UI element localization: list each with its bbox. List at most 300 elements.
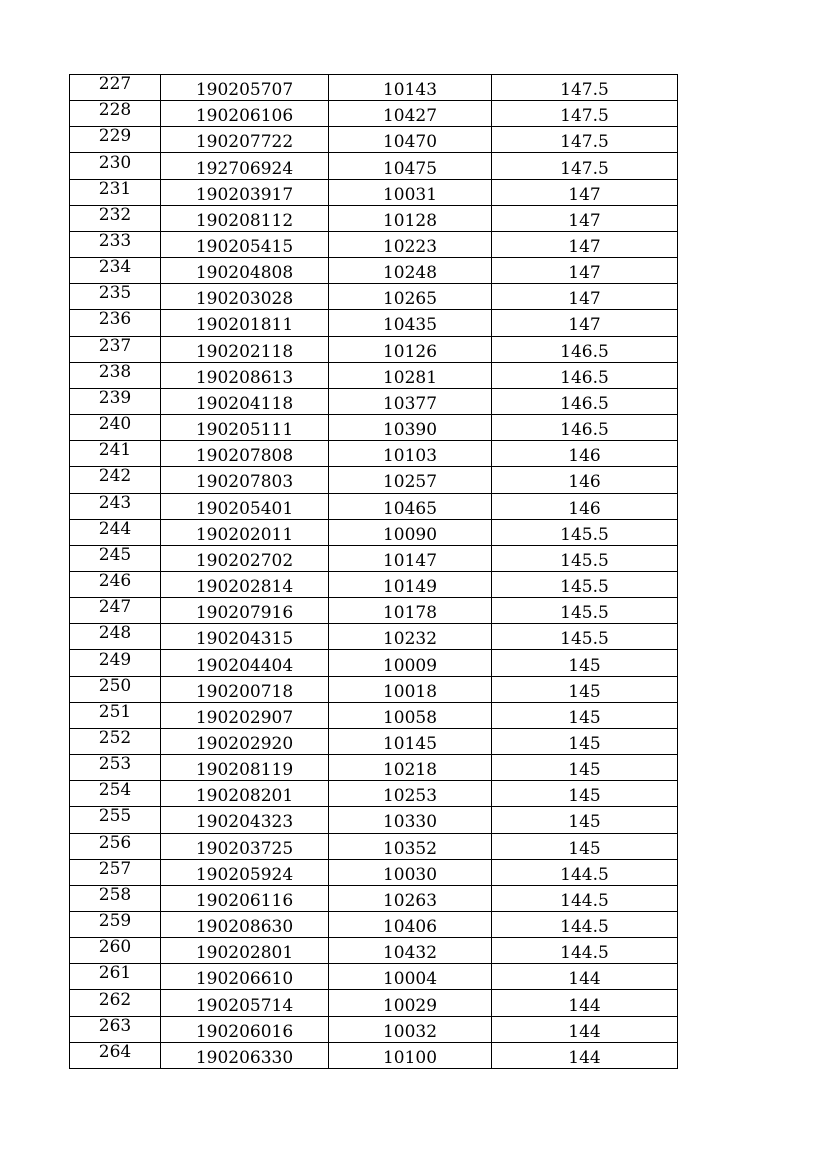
candidate-id-cell-text: 190208613: [195, 367, 294, 388]
rank-cell-text: 260: [98, 937, 132, 958]
candidate-id-cell-text: 190206116: [195, 890, 294, 911]
candidate-id-cell-text: 190207803: [195, 472, 294, 493]
candidate-id-cell: [161, 781, 329, 807]
score-cell-text: 147: [568, 263, 601, 284]
exam-number-cell: [329, 545, 492, 571]
rank-cell: [70, 441, 161, 467]
score-cell-text: 144.5: [560, 864, 609, 885]
exam-number-cell-text: 10030: [382, 864, 438, 885]
score-cell-text: 147.5: [560, 132, 609, 153]
exam-number-cell-text: 10090: [382, 524, 438, 545]
table-row: [70, 807, 678, 833]
table-row: [70, 467, 678, 493]
exam-number-cell: [329, 284, 492, 310]
candidate-id-cell: [161, 990, 329, 1016]
candidate-id-cell: [161, 1016, 329, 1042]
rank-cell-text: 235: [98, 283, 132, 304]
exam-number-cell-text: 10427: [382, 106, 438, 127]
table-row: [70, 310, 678, 336]
exam-number-cell: [329, 964, 492, 990]
score-cell-text: 146.5: [560, 341, 609, 362]
score-cell-text: 144: [568, 1021, 601, 1042]
rank-cell: [70, 1016, 161, 1042]
candidate-id-cell: [161, 964, 329, 990]
candidate-id-cell-text: 190204808: [195, 263, 294, 284]
score-table-body: [70, 75, 678, 1069]
candidate-id-cell: [161, 415, 329, 441]
candidate-id-cell-text: 190208119: [195, 760, 294, 781]
rank-cell-text: 257: [98, 859, 132, 879]
score-cell-text: 147: [568, 210, 601, 231]
exam-number-cell: [329, 153, 492, 179]
candidate-id-cell-text: 190208201: [195, 786, 294, 807]
rank-cell: [70, 728, 161, 754]
rank-cell: [70, 205, 161, 231]
candidate-id-cell-text: 190202907: [195, 707, 294, 728]
rank-cell: [70, 336, 161, 362]
candidate-id-cell-text: 190205111: [195, 420, 294, 441]
rank-cell: [70, 127, 161, 153]
exam-number-cell-text: 10257: [382, 472, 438, 493]
candidate-id-cell-text: 190203725: [195, 838, 294, 859]
rank-cell: [70, 859, 161, 885]
exam-number-cell: [329, 388, 492, 414]
exam-number-cell: [329, 781, 492, 807]
rank-cell: [70, 833, 161, 859]
candidate-id-cell-text: 190204315: [195, 629, 294, 650]
score-cell-text: 146.5: [560, 393, 609, 414]
exam-number-cell: [329, 179, 492, 205]
rank-cell-text: 241: [98, 440, 132, 461]
rank-cell-text: 234: [98, 257, 132, 278]
candidate-id-cell: [161, 153, 329, 179]
score-cell: [492, 388, 678, 414]
candidate-id-cell-text: 190202702: [195, 550, 294, 571]
score-cell: [492, 859, 678, 885]
table-row: [70, 912, 678, 938]
score-cell-text: 145.5: [560, 524, 609, 545]
score-cell-text: 146: [568, 498, 601, 519]
candidate-id-cell: [161, 231, 329, 257]
exam-number-cell-text: 10475: [382, 158, 438, 179]
exam-number-cell: [329, 258, 492, 284]
rank-cell: [70, 598, 161, 624]
exam-number-cell-text: 10018: [382, 681, 438, 702]
score-cell: [492, 885, 678, 911]
score-cell: [492, 676, 678, 702]
exam-number-cell-text: 10100: [382, 1047, 438, 1068]
score-cell: [492, 650, 678, 676]
score-cell: [492, 179, 678, 205]
table-row: [70, 284, 678, 310]
score-cell: [492, 964, 678, 990]
exam-number-cell: [329, 1042, 492, 1068]
score-cell-text: 144: [568, 969, 601, 990]
exam-number-cell-text: 10352: [382, 838, 438, 859]
exam-number-cell: [329, 833, 492, 859]
table-row: [70, 388, 678, 414]
score-cell-text: 145: [568, 786, 601, 807]
rank-cell: [70, 571, 161, 597]
rank-cell: [70, 755, 161, 781]
score-cell-text: 145.5: [560, 603, 609, 624]
rank-cell-text: 244: [98, 519, 132, 539]
candidate-id-cell: [161, 467, 329, 493]
exam-number-cell: [329, 598, 492, 624]
exam-number-cell-text: 10145: [382, 733, 438, 754]
candidate-id-cell: [161, 75, 329, 101]
rank-cell: [70, 231, 161, 257]
exam-number-cell: [329, 205, 492, 231]
exam-number-cell: [329, 650, 492, 676]
candidate-id-cell: [161, 127, 329, 153]
exam-number-cell: [329, 676, 492, 702]
exam-number-cell-text: 10031: [382, 184, 438, 205]
exam-number-cell-text: 10232: [382, 629, 438, 650]
score-cell: [492, 284, 678, 310]
candidate-id-cell-text: 190205707: [195, 80, 294, 101]
rank-cell-text: 243: [98, 493, 132, 513]
candidate-id-cell-text: 190206016: [195, 1021, 294, 1042]
candidate-id-cell-text: 190207916: [195, 603, 294, 624]
table-row: [70, 571, 678, 597]
exam-number-cell: [329, 807, 492, 833]
rank-cell-text: 255: [98, 806, 132, 827]
score-cell: [492, 310, 678, 336]
candidate-id-cell-text: 190206106: [195, 106, 294, 127]
candidate-id-cell-text: 190202814: [195, 577, 294, 598]
score-cell-text: 145.5: [560, 577, 609, 598]
rank-cell-text: 230: [98, 152, 132, 173]
rank-cell: [70, 1042, 161, 1068]
table-row: [70, 362, 678, 388]
table-row: [70, 545, 678, 571]
candidate-id-cell: [161, 702, 329, 728]
score-cell-text: 147: [568, 184, 601, 205]
rank-cell-text: 246: [98, 571, 132, 592]
rank-cell: [70, 75, 161, 101]
candidate-id-cell-text: 190202011: [195, 524, 294, 545]
table-row: [70, 885, 678, 911]
candidate-id-cell: [161, 755, 329, 781]
rank-cell: [70, 807, 161, 833]
table-row: [70, 179, 678, 205]
score-cell: [492, 728, 678, 754]
score-cell: [492, 231, 678, 257]
rank-cell-text: 238: [98, 362, 132, 382]
score-cell: [492, 833, 678, 859]
table-row: [70, 781, 678, 807]
exam-number-cell-text: 10218: [382, 760, 438, 781]
table-row: [70, 415, 678, 441]
rank-cell: [70, 519, 161, 545]
rank-cell: [70, 362, 161, 388]
score-cell-text: 145: [568, 812, 601, 833]
candidate-id-cell: [161, 1042, 329, 1068]
candidate-id-cell-text: 190205415: [195, 237, 294, 258]
exam-number-cell-text: 10009: [382, 655, 438, 676]
candidate-id-cell: [161, 388, 329, 414]
candidate-id-cell: [161, 101, 329, 127]
exam-number-cell-text: 10265: [382, 289, 438, 310]
exam-number-cell: [329, 101, 492, 127]
exam-number-cell-text: 10263: [382, 890, 438, 911]
table-row: [70, 1016, 678, 1042]
rank-cell-text: 253: [98, 754, 132, 775]
table-row: [70, 728, 678, 754]
candidate-id-cell: [161, 179, 329, 205]
exam-number-cell: [329, 127, 492, 153]
score-cell-text: 146.5: [560, 420, 609, 441]
exam-number-cell-text: 10029: [382, 995, 438, 1016]
exam-number-cell: [329, 702, 492, 728]
rank-cell: [70, 781, 161, 807]
candidate-id-cell-text: 190207808: [195, 446, 294, 467]
rank-cell: [70, 964, 161, 990]
exam-number-cell: [329, 231, 492, 257]
score-cell-text: 146: [568, 472, 601, 493]
exam-number-cell-text: 10253: [382, 786, 438, 807]
rank-cell-text: 240: [98, 414, 132, 435]
candidate-id-cell-text: 190206330: [195, 1047, 294, 1068]
table-row: [70, 127, 678, 153]
rank-cell: [70, 702, 161, 728]
table-row: [70, 650, 678, 676]
score-cell-text: 144: [568, 1047, 601, 1068]
score-cell-text: 145: [568, 838, 601, 859]
exam-number-cell: [329, 912, 492, 938]
rank-cell-text: 259: [98, 911, 132, 932]
candidate-id-cell: [161, 598, 329, 624]
table-row: [70, 938, 678, 964]
score-cell-text: 147: [568, 289, 601, 310]
score-cell: [492, 336, 678, 362]
candidate-id-cell: [161, 650, 329, 676]
score-cell-text: 147: [568, 315, 601, 336]
exam-number-cell: [329, 885, 492, 911]
exam-number-cell-text: 10149: [382, 577, 438, 598]
candidate-id-cell-text: 190205924: [195, 864, 294, 885]
score-cell: [492, 702, 678, 728]
exam-number-cell-text: 10281: [382, 367, 438, 388]
exam-number-cell-text: 10223: [382, 237, 438, 258]
exam-number-cell-text: 10128: [382, 210, 438, 231]
score-cell-text: 146: [568, 446, 601, 467]
exam-number-cell-text: 10435: [382, 315, 438, 336]
rank-cell: [70, 990, 161, 1016]
score-cell-text: 144.5: [560, 943, 609, 964]
table-row: [70, 702, 678, 728]
candidate-id-cell: [161, 859, 329, 885]
table-row: [70, 1042, 678, 1068]
candidate-id-cell: [161, 807, 329, 833]
exam-number-cell: [329, 336, 492, 362]
candidate-id-cell-text: 190206610: [195, 969, 294, 990]
rank-cell: [70, 493, 161, 519]
score-cell: [492, 101, 678, 127]
candidate-id-cell-text: 190205714: [195, 995, 294, 1016]
exam-number-cell: [329, 362, 492, 388]
rank-cell-text: 254: [98, 780, 132, 801]
candidate-id-cell: [161, 833, 329, 859]
score-cell: [492, 990, 678, 1016]
score-cell: [492, 912, 678, 938]
exam-number-cell: [329, 624, 492, 650]
score-cell-text: 145: [568, 707, 601, 728]
exam-number-cell: [329, 728, 492, 754]
rank-cell-text: 239: [98, 388, 132, 408]
score-cell: [492, 205, 678, 231]
candidate-id-cell: [161, 545, 329, 571]
exam-number-cell: [329, 571, 492, 597]
exam-number-cell-text: 10248: [382, 263, 438, 284]
table-row: [70, 336, 678, 362]
score-cell-text: 145.5: [560, 550, 609, 571]
score-cell-text: 147.5: [560, 80, 609, 101]
rank-cell: [70, 545, 161, 571]
rank-cell-text: 232: [98, 205, 132, 225]
rank-cell-text: 261: [98, 963, 132, 984]
candidate-id-cell-text: 190202920: [195, 733, 294, 754]
rank-cell-text: 233: [98, 231, 132, 252]
candidate-id-cell: [161, 310, 329, 336]
score-cell-text: 147.5: [560, 158, 609, 179]
exam-number-cell-text: 10432: [382, 943, 438, 964]
candidate-id-cell-text: 190202801: [195, 943, 294, 964]
candidate-id-cell-text: 190203917: [195, 184, 294, 205]
table-row: [70, 258, 678, 284]
score-cell-text: 144: [568, 995, 601, 1016]
rank-cell-text: 251: [98, 702, 132, 722]
candidate-id-cell-text: 190203028: [195, 289, 294, 310]
score-table: [69, 74, 678, 1069]
score-cell: [492, 624, 678, 650]
rank-cell-text: 262: [98, 989, 132, 1010]
candidate-id-cell: [161, 362, 329, 388]
candidate-id-cell: [161, 676, 329, 702]
exam-number-cell-text: 10465: [382, 498, 438, 519]
table-row: [70, 153, 678, 179]
rank-cell-text: 228: [98, 100, 132, 121]
exam-number-cell-text: 10032: [382, 1021, 438, 1042]
score-cell: [492, 781, 678, 807]
score-cell: [492, 415, 678, 441]
candidate-id-cell: [161, 205, 329, 231]
candidate-id-cell-text: 190201811: [195, 315, 294, 336]
rank-cell-text: 256: [98, 833, 132, 853]
table-row: [70, 833, 678, 859]
table-row: [70, 75, 678, 101]
score-cell-text: 144.5: [560, 890, 609, 911]
candidate-id-cell: [161, 571, 329, 597]
candidate-id-cell: [161, 519, 329, 545]
score-cell-text: 145: [568, 681, 601, 702]
candidate-id-cell: [161, 938, 329, 964]
rank-cell: [70, 153, 161, 179]
exam-number-cell-text: 10470: [382, 132, 438, 153]
exam-number-cell-text: 10178: [382, 603, 438, 624]
exam-number-cell-text: 10058: [382, 707, 438, 728]
rank-cell-text: 258: [98, 885, 132, 905]
score-cell-text: 145: [568, 655, 601, 676]
exam-number-cell: [329, 493, 492, 519]
score-cell-text: 145: [568, 733, 601, 754]
candidate-id-cell-text: 190204118: [195, 393, 294, 414]
exam-number-cell-text: 10147: [382, 550, 438, 571]
score-cell: [492, 598, 678, 624]
exam-number-cell-text: 10406: [382, 917, 438, 938]
exam-number-cell: [329, 859, 492, 885]
exam-number-cell: [329, 310, 492, 336]
exam-number-cell: [329, 441, 492, 467]
rank-cell-text: 229: [98, 126, 132, 147]
score-cell: [492, 519, 678, 545]
score-cell: [492, 571, 678, 597]
exam-number-cell: [329, 755, 492, 781]
table-row: [70, 231, 678, 257]
rank-cell: [70, 415, 161, 441]
rank-cell-text: 250: [98, 676, 132, 696]
rank-cell: [70, 624, 161, 650]
exam-number-cell: [329, 75, 492, 101]
candidate-id-cell: [161, 441, 329, 467]
rank-cell: [70, 938, 161, 964]
exam-number-cell: [329, 1016, 492, 1042]
rank-cell: [70, 467, 161, 493]
candidate-id-cell-text: 190202118: [195, 341, 294, 362]
score-cell-text: 144.5: [560, 917, 609, 938]
score-cell: [492, 1016, 678, 1042]
table-row: [70, 624, 678, 650]
score-cell-text: 145: [568, 760, 601, 781]
rank-cell-text: 247: [98, 597, 132, 618]
rank-cell: [70, 101, 161, 127]
exam-number-cell: [329, 938, 492, 964]
rank-cell-text: 231: [98, 179, 132, 199]
score-cell: [492, 258, 678, 284]
score-cell: [492, 127, 678, 153]
score-cell: [492, 153, 678, 179]
table-row: [70, 519, 678, 545]
rank-cell-text: 263: [98, 1016, 132, 1036]
score-cell: [492, 493, 678, 519]
rank-cell: [70, 310, 161, 336]
table-row: [70, 676, 678, 702]
score-cell: [492, 545, 678, 571]
rank-cell-text: 237: [98, 336, 132, 356]
score-cell-text: 147: [568, 237, 601, 258]
candidate-id-cell: [161, 258, 329, 284]
rank-cell-text: 248: [98, 623, 132, 644]
candidate-id-cell-text: 190200718: [195, 681, 294, 702]
rank-cell: [70, 388, 161, 414]
score-cell: [492, 755, 678, 781]
candidate-id-cell: [161, 885, 329, 911]
score-cell-text: 146.5: [560, 367, 609, 388]
table-row: [70, 101, 678, 127]
score-cell: [492, 467, 678, 493]
candidate-id-cell-text: 190204404: [195, 655, 294, 676]
table-row: [70, 441, 678, 467]
candidate-id-cell-text: 190207722: [195, 132, 294, 153]
candidate-id-cell-text: 190208630: [195, 917, 294, 938]
rank-cell-text: 252: [98, 728, 132, 748]
rank-cell: [70, 179, 161, 205]
rank-cell-text: 249: [98, 649, 132, 670]
exam-number-cell: [329, 467, 492, 493]
table-row: [70, 859, 678, 885]
exam-number-cell-text: 10390: [382, 420, 438, 441]
